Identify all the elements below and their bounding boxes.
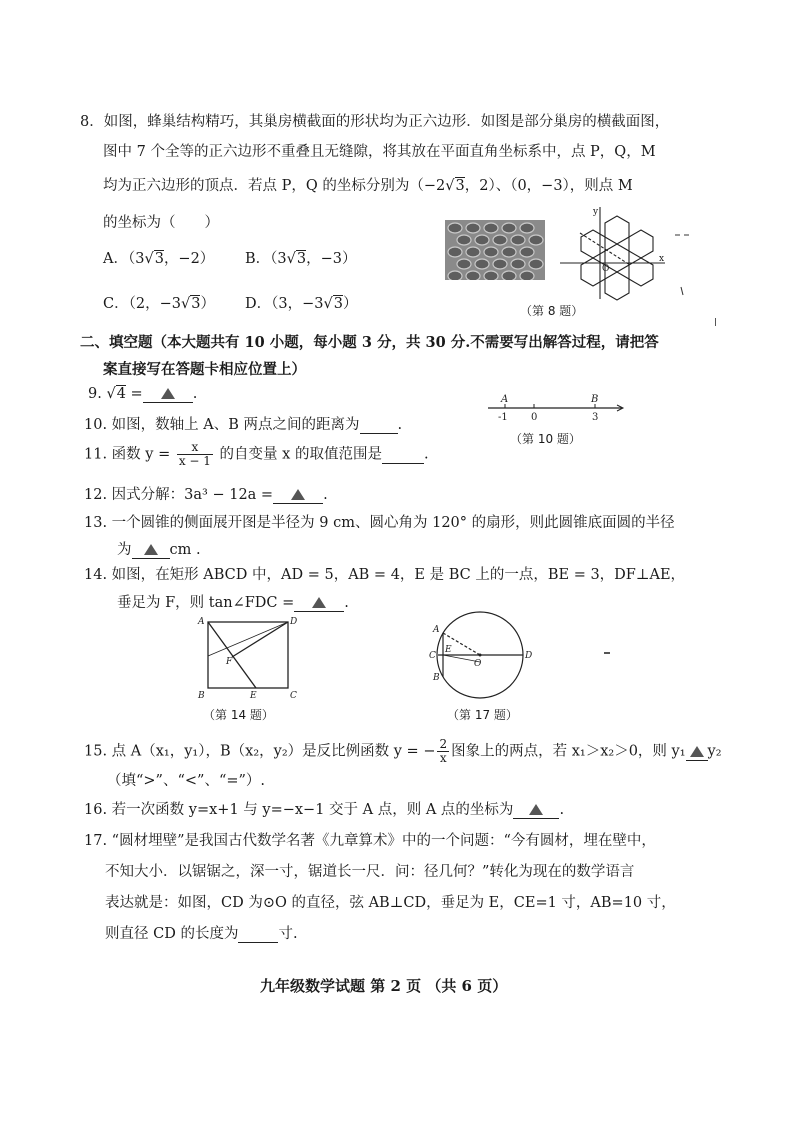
q11: 11. 函数 y = $\frac{x}{x - 1}$ 的自变量 x 的取值范围是 . (84, 440, 429, 468)
q15-frac-num: 2 (439, 737, 448, 751)
q15-fraction (437, 738, 449, 765)
q15-frac-den: x (439, 751, 447, 765)
q8-line1 (80, 110, 669, 131)
q13-pre: 为 (117, 542, 132, 558)
sqrt-symbol: √ (323, 296, 333, 312)
q17-answer-blank[interactable] (238, 926, 278, 943)
q8-text-4: 的坐标为（ ） (103, 215, 219, 231)
q17-label-c: C (429, 651, 436, 661)
q11-frac-num: x (177, 441, 213, 455)
q10-number-line (480, 390, 630, 430)
q14-answer-blank[interactable] (294, 595, 344, 612)
q8-sqrt-3: 3 (455, 178, 465, 194)
q14-caption: （第 14 题） (203, 708, 274, 722)
page-footer: 九年级数学试题 第 2 页 （共 6 页） (260, 977, 508, 995)
q17-post: 寸. (278, 926, 298, 942)
q17-label-o: O (474, 659, 482, 669)
option-c-label: C．（2，−3 (103, 296, 181, 312)
triangle-icon (161, 388, 175, 399)
option-b-tail: ，−3） (306, 251, 357, 267)
section2-title-2: 案直接写在答题卡相应位置上） (103, 361, 306, 378)
q15-answer-blank[interactable] (686, 744, 708, 761)
option-d-label: D．（3，−3 (245, 296, 324, 312)
q12: 12. 因式分解：3a³ − 12a = . (84, 487, 328, 503)
sqrt-symbol: √ (286, 251, 296, 267)
q13-post: cm . (169, 542, 201, 558)
scan-mark (604, 652, 610, 654)
q15-number: 15. (84, 743, 108, 760)
triangle-icon (529, 804, 543, 815)
triangle-icon (291, 489, 305, 500)
q11-frac-den: x − 1 (178, 454, 211, 468)
q8-text-3a: 均为正六边形的顶点．若点 P，Q 的坐标分别为（−2 (103, 178, 446, 194)
svg-text:y: y (593, 207, 599, 217)
option-c-tail: ） (200, 296, 215, 312)
option-a-sqrt: 3 (154, 251, 164, 267)
option-a-tail: ，−2） (163, 251, 215, 267)
option-b-sqrt: 3 (296, 251, 307, 267)
q14-label-a: A (198, 617, 205, 627)
svg-text:O: O (602, 264, 610, 274)
q11-pre: 函数 y = (111, 446, 171, 463)
q14-label-b: B (198, 691, 205, 701)
q17-line4 (105, 922, 298, 943)
q8-line3 (103, 174, 633, 195)
q14-label-f: F (226, 657, 233, 667)
q14-line1 (84, 563, 685, 584)
q10-label-b: B (591, 394, 599, 405)
q17-text-3: 表达就是：如图，CD 为⊙O 的直径，弦 AB⊥CD，垂足为 E，CE=1 寸，AB=10 寸， (105, 895, 676, 911)
q17-label-e: E (445, 645, 452, 655)
q12-number: 12. (84, 487, 108, 503)
q11-fraction (177, 441, 213, 468)
option-d-tail: ） (342, 296, 358, 312)
section2-title-1: 二、填空题（本大题共有 10 小题，每小题 3 分，共 30 分.不需要写出解答过程，请把答 (80, 334, 659, 351)
q14-number: 14. (84, 567, 108, 583)
q9-answer-blank[interactable] (143, 386, 193, 403)
q10-tick-m1: -1 (498, 412, 508, 423)
q8-hexagon-figure (555, 203, 695, 301)
q11-number: 11. (84, 446, 108, 463)
sqrt-symbol: √ (180, 296, 191, 312)
q10-number: 10. (84, 417, 108, 433)
q17-pre: 则直径 CD 的长度为 (105, 926, 239, 942)
q10-text: 如图，数轴上 A、B 两点之间的距离为 (111, 417, 360, 433)
svg-text:x: x (659, 254, 665, 264)
q17-circle-figure (425, 608, 535, 703)
q10-answer-blank[interactable] (360, 417, 398, 434)
q17-number: 17. (84, 833, 108, 849)
sqrt-symbol: √ (445, 178, 455, 194)
q14-rectangle-figure (190, 612, 300, 702)
q8-caption: （第 8 题） (520, 304, 584, 318)
q17-label-d: D (525, 651, 533, 661)
q17-label-a: A (433, 625, 440, 635)
q8-option-b (245, 247, 357, 268)
q14-text-1: 如图，在矩形 ABCD 中，AD = 5，AB = 4，E 是 BC 上的一点，BE = 3，DF⊥AE， (111, 567, 686, 583)
q14-label-d: D (290, 617, 298, 627)
q9: 9. √4 = . (88, 386, 198, 402)
q11-post: 的自变量 x 的取值范围是 (219, 446, 382, 463)
q16-answer-blank[interactable] (513, 802, 559, 819)
q8-honeycomb-photo (445, 220, 545, 280)
q13-answer-blank[interactable] (132, 542, 170, 559)
q13-line1 (84, 511, 675, 532)
option-d-sqrt: 3 (333, 296, 343, 312)
option-c-sqrt: 3 (191, 296, 201, 312)
q8-number: 8． (80, 114, 104, 130)
q15-line2: （填“>”、“<”、“=”）. (107, 773, 266, 789)
q9-sqrt-body: 4 (116, 386, 126, 402)
q15-post: 图象上的两点，若 x₁＞x₂＞0，则 y₁ (451, 743, 686, 760)
q8-option-d (245, 292, 357, 313)
q13-line2 (117, 538, 201, 559)
option-b-label: B．（3 (245, 251, 287, 267)
q14-label-c: C (290, 691, 297, 701)
q16-number: 16. (84, 802, 108, 818)
q12-answer-blank[interactable] (273, 487, 323, 504)
q15-line1 (84, 738, 722, 765)
sqrt-symbol: √ (144, 251, 154, 267)
q10-tick-3: 3 (592, 412, 599, 423)
q15-pre: 点 A（x₁，y₁），B（x₂，y₂）是反比例函数 y = − (111, 743, 436, 760)
q17-caption: （第 17 题） (447, 708, 518, 722)
q16-text: 若一次函数 y=x+1 与 y=−x−1 交于 A 点，则 A 点的坐标为 (111, 802, 514, 818)
triangle-icon (690, 746, 704, 757)
triangle-icon (312, 597, 326, 608)
q8-option-a (103, 247, 214, 268)
q17-label-b: B (433, 673, 440, 683)
q10-label-a: A (501, 394, 509, 405)
q13-text-1: 一个圆锥的侧面展开图是半径为 9 cm、圆心角为 120° 的扇形，则此圆锥底面圆的半径 (111, 515, 675, 531)
q8-option-c (103, 292, 215, 313)
q16: 16. 若一次函数 y=x+1 与 y=−x−1 交于 A 点，则 A 点的坐标为 . (84, 802, 565, 818)
q15-post2: y₂ (707, 743, 722, 760)
triangle-icon (144, 544, 158, 555)
q10: 10. 如图，数轴上 A、B 两点之间的距离为 . (84, 417, 403, 433)
q14-text-2: 垂足为 F，则 tan∠FDC = (117, 595, 295, 611)
q9-number: 9. (88, 386, 102, 402)
q17-text-1: “圆材埋壁”是我国古代数学名著《九章算术》中的一个问题：“今有圆材，埋在壁中， (111, 833, 656, 849)
q13-number: 13. (84, 515, 108, 531)
q9-eq: = (130, 386, 143, 402)
q12-text: 因式分解：3a³ − 12a = (111, 487, 274, 503)
q10-caption: （第 10 题） (510, 432, 581, 446)
q8-text-3b: ，2）、（0，−3），则点 M (464, 178, 633, 194)
q10-tick-0: 0 (531, 412, 538, 423)
q17-text-2: 不知大小．以锯锯之，深一寸，锯道长一尺．问：径几何？”转化为现在的数学语言 (105, 864, 635, 880)
sqrt-symbol: √ (106, 386, 116, 402)
q11-answer-blank[interactable] (382, 447, 424, 464)
q8-text-2: 图中 7 个全等的正六边形不重叠且无缝隙，将其放在平面直角坐标系中，点 P，Q，M (103, 144, 656, 160)
option-a-label: A．（3 (103, 251, 145, 267)
q17-line1 (84, 829, 656, 850)
q14-line2: 垂足为 F，则 tan∠FDC = . (117, 595, 349, 611)
q8-text-1: 如图，蜂巢结构精巧，其巢房横截面的形状均为正六边形．如图是部分巢房的横截面图， (103, 114, 670, 130)
scan-mark (715, 318, 716, 326)
q14-label-e: E (250, 691, 257, 701)
